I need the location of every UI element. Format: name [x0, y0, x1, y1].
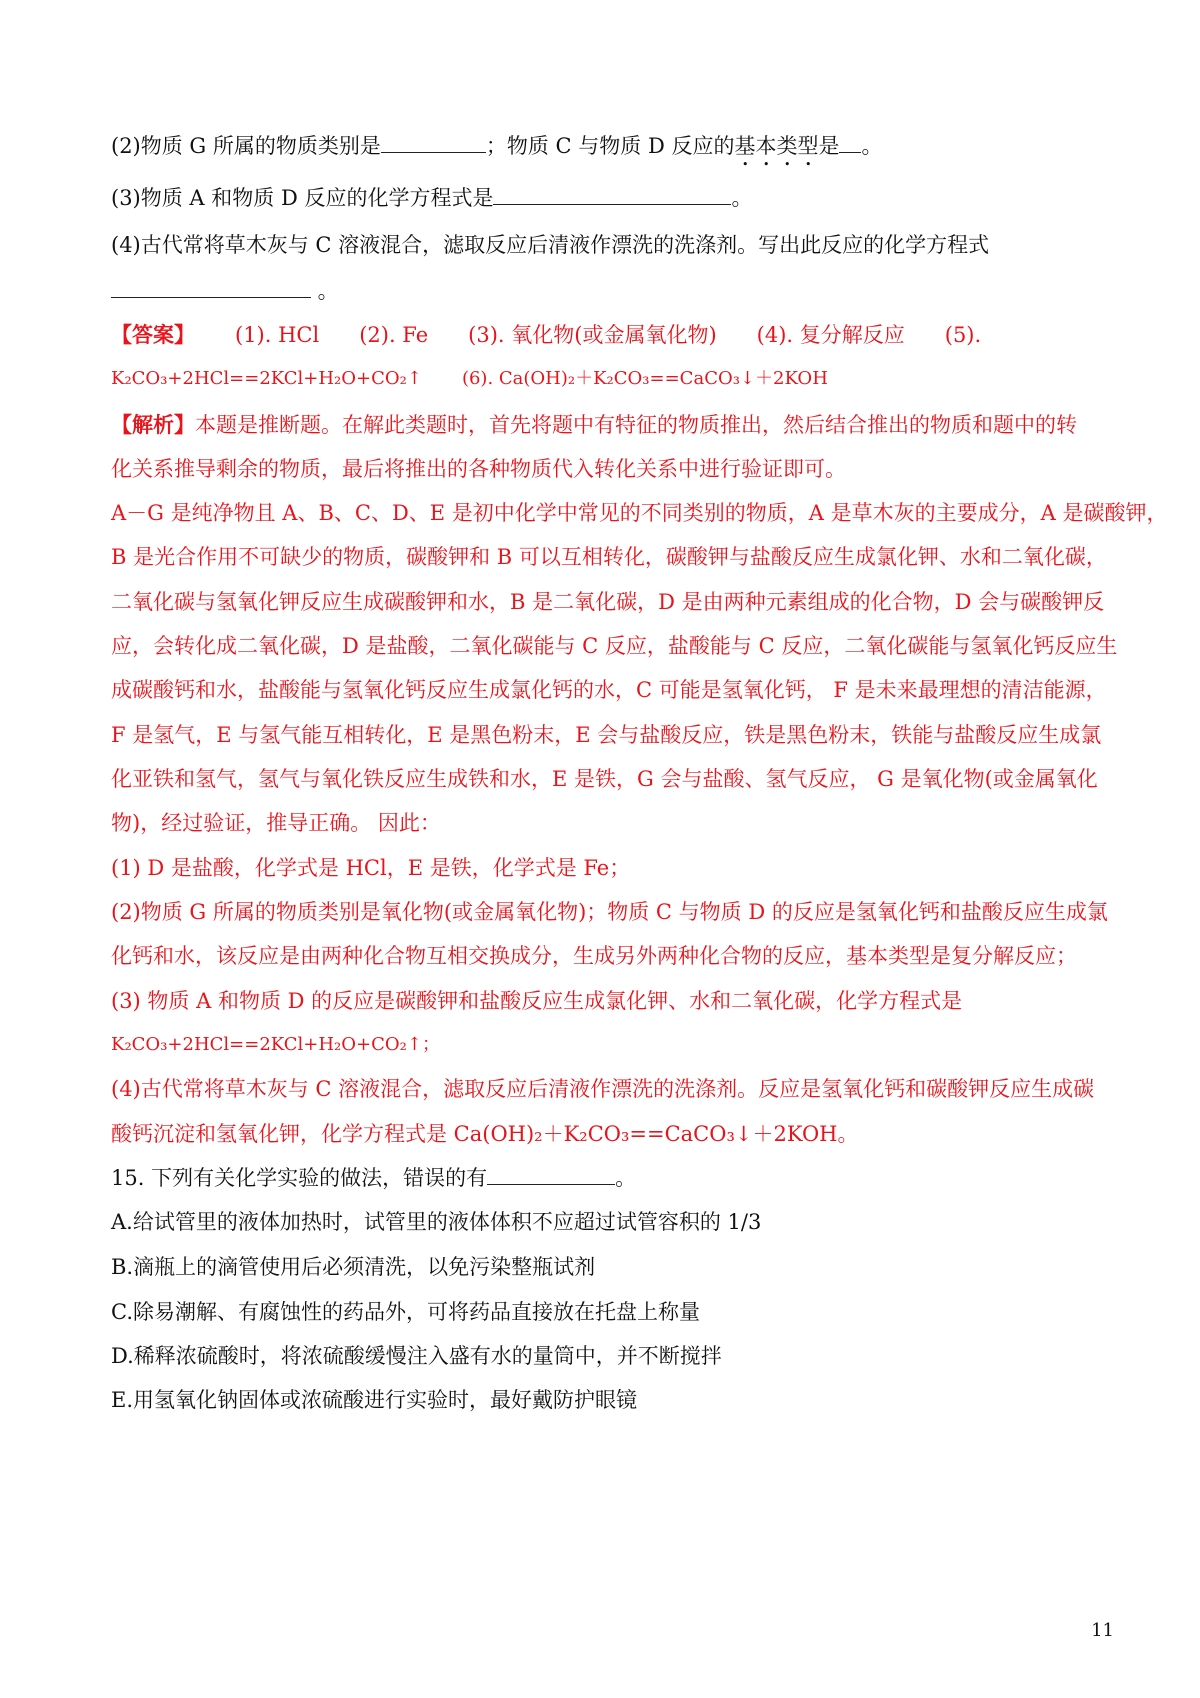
page-number: 11	[1091, 1620, 1114, 1641]
question-15-option-d: D.稀释浓硫酸时，将浓硫酸缓慢注入盛有水的量筒中，并不断搅拌	[111, 1344, 722, 1368]
analysis-paragraph-line: 化亚铁和氢气，氢气与氧化铁反应生成铁和水，E 是铁，G 会与盐酸、氢气反应， G 是氧化物(或金属氧化	[111, 767, 1098, 791]
analysis-solution-3b: K₂CO₃+2HCl==2KCl+H₂O+CO₂↑；	[111, 1034, 440, 1055]
analysis-solution-4b: 酸钙沉淀和氢氧化钾，化学方程式是 Ca(OH)₂＋K₂CO₃==CaCO₃↓＋2KOH。	[111, 1122, 859, 1146]
analysis-solution-4a: (4)古代常将草木灰与 C 溶液混合，滤取反应后清液作漂洗的洗涤剂。反应是氢氧化钙和碳酸钾反应生成碳	[111, 1077, 1095, 1101]
question-15-option-a: A.给试管里的液体加热时，试管里的液体体积不应超过试管容积的 1/3	[111, 1210, 762, 1234]
answer-line-1: 【答案】 (1). HCl (2). Fe (3). 氧化物(或金属氧化物) (4). 复分解反应 (5).	[111, 322, 982, 347]
analysis-intro-2: 化关系推导剩余的物质，最后将推出的各种物质代入转化关系中进行验证即可。	[111, 457, 846, 481]
analysis-paragraph-line: 应，会转化成二氧化碳，D 是盐酸，二氧化碳能与 C 反应，盐酸能与 C 反应，二氧化碳能与氢氧化钙反应生	[111, 634, 1118, 658]
answer-blank[interactable]	[839, 132, 861, 153]
answer-blank[interactable]	[493, 184, 731, 205]
analysis-paragraph-line: F 是氢气，E 与氢气能互相转化，E 是黑色粉末，E 会与盐酸反应，铁是黑色粉末，铁能与盐酸反应生成氯	[111, 723, 1102, 747]
analysis-paragraph-line: A－G 是纯净物且 A、B、C、D、E 是初中化学中常见的不同类别的物质，A 是草木灰的主要成分，A 是碳酸钾，	[111, 501, 1168, 525]
answer-tag: 【答案】	[111, 322, 195, 347]
question-3: (3)物质 A 和物质 D 反应的化学方程式是 。	[111, 186, 753, 210]
question-15-option-c: C.除易潮解、有腐蚀性的药品外，可将药品直接放在托盘上称量	[111, 1300, 700, 1324]
analysis-tag: 【解析】	[111, 412, 195, 437]
question-15-option-b: B.滴瓶上的滴管使用后必须清洗，以免污染整瓶试剂	[111, 1255, 596, 1279]
analysis-solution-1: (1) D 是盐酸，化学式是 HCl，E 是铁，化学式是 Fe；	[111, 856, 631, 880]
analysis-solution-2b: 化钙和水，该反应是由两种化合物互相交换成分，生成另外两种化合物的反应，基本类型是复分解反应；	[111, 944, 1077, 968]
question-2: (2)物质 G 所属的物质类别是 ；物质 C 与物质 D 反应的基本类型是 。	[111, 134, 883, 158]
answer-line-2: K₂CO₃+2HCl==2KCl+H₂O+CO₂↑ (6). Ca(OH)₂＋K₂CO₃==CaCO₃↓＋2KOH	[111, 368, 828, 389]
question-4-blank-line: 。	[111, 276, 1101, 306]
analysis-paragraph-line: 二氧化碳与氢氧化钾反应生成碳酸钾和水，B 是二氧化碳，D 是由两种元素组成的化合物，D 会与碳酸钾反	[111, 590, 1105, 614]
answer-blank[interactable]	[381, 132, 486, 153]
analysis-solution-2a: (2)物质 G 所属的物质类别是氧化物(或金属氧化物)；物质 C 与物质 D 的反应是氢氧化钙和盐酸反应生成氯	[111, 900, 1108, 924]
analysis-intro-1: 【解析】本题是推断题。在解此类题时，首先将题中有特征的物质推出，然后结合推出的物质和题中的转	[111, 412, 1077, 437]
analysis-solution-3a: (3) 物质 A 和物质 D 的反应是碳酸钾和盐酸反应生成氯化钾、水和二氧化碳，化学方程式是	[111, 989, 963, 1013]
question-15-option-e: E.用氢氧化钠固体或浓硫酸进行实验时，最好戴防护眼镜	[111, 1388, 638, 1412]
emphasized-text: 基本类型	[734, 134, 819, 158]
question-15-stem: 15. 下列有关化学实验的做法，错误的有 。	[111, 1166, 637, 1190]
answer-blank[interactable]	[111, 277, 311, 298]
analysis-paragraph-line: 成碳酸钙和水，盐酸能与氢氧化钙反应生成氯化钙的水，C 可能是氢氧化钙， F 是未来最理想的清洁能源，	[111, 678, 1107, 702]
analysis-paragraph-line: B 是光合作用不可缺少的物质，碳酸钾和 B 可以互相转化，碳酸钾与盐酸反应生成氯化钾、水和二氧化碳，	[111, 545, 1107, 569]
answer-blank[interactable]	[487, 1164, 615, 1185]
question-4: (4)古代常将草木灰与 C 溶液混合，滤取反应后清液作漂洗的洗涤剂。写出此反应的化学方程式	[111, 233, 990, 257]
analysis-paragraph-line: 物)，经过验证，推导正确。 因此：	[111, 811, 441, 835]
